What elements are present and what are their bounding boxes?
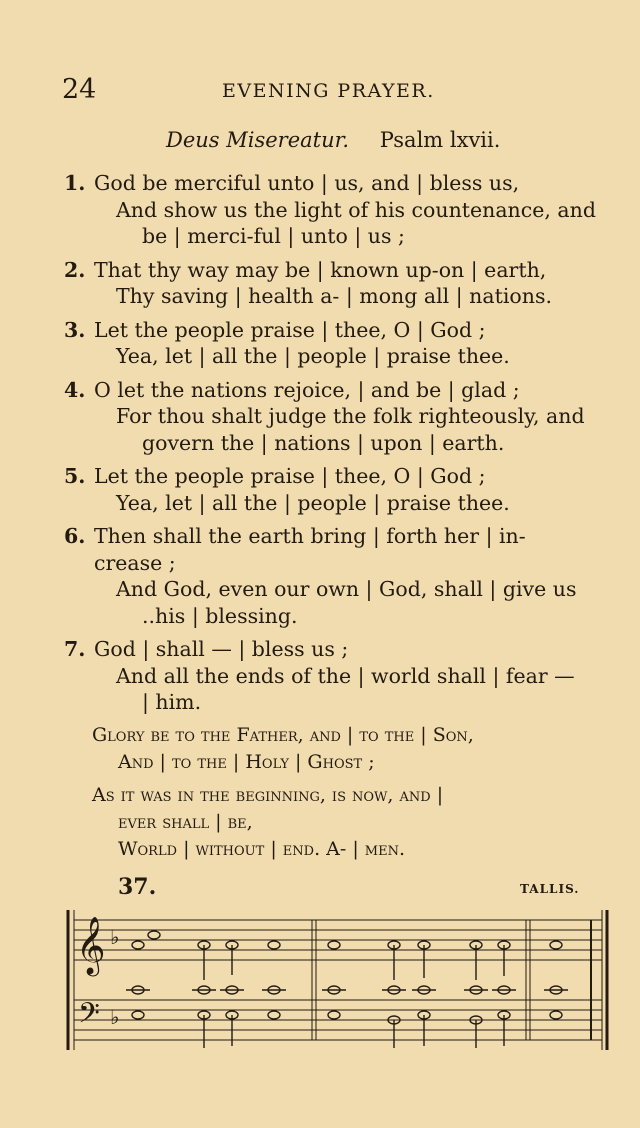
bass-clef-icon: 𝄢 [78, 997, 100, 1037]
treble-staff [74, 920, 602, 960]
verse-line: Let the people praise | thee, O | God ; [94, 464, 486, 488]
flat-icon: ♭ [110, 1005, 120, 1029]
tune-number: 37. [118, 874, 157, 900]
notes-upper [132, 931, 562, 980]
verse-line: And all the ends of the | world shall | fear — [116, 663, 575, 688]
verse [64, 257, 616, 310]
verse-line: Then shall the earth bring | forth her | in- [94, 524, 526, 548]
verse-line: ..his | blessing. [142, 603, 298, 628]
verse-number: 1. [64, 171, 86, 195]
verse-line: That thy way may be | known up-on | earth, [94, 257, 547, 282]
page-header [62, 74, 608, 108]
gloria-line: World | without | end. A- | men. [118, 838, 405, 860]
verse-line: | him. [142, 690, 202, 714]
verse-line: For thou shalt judge the folk righteously, and [116, 404, 585, 428]
gloria-line: And | to the | Holy | Ghost ; [118, 751, 375, 773]
verse [64, 377, 616, 457]
verse-line: crease ; [94, 550, 176, 575]
verse-number: 7. [64, 637, 86, 661]
verse-number: 2. [64, 257, 86, 282]
verse-line: God | shall — | bless us ; [94, 637, 349, 661]
verse-list [64, 170, 616, 723]
verse-line: And show us the light of his countenance, and [116, 197, 596, 222]
verse-line: God be merciful unto | us, and | bless us, [94, 171, 520, 195]
verse [64, 463, 616, 516]
verse-line: And God, even our own | God, shall | give us [116, 577, 577, 601]
verse-number: 4. [64, 377, 86, 402]
verse [64, 523, 616, 629]
verse-line: govern the | nations | upon | earth. [142, 430, 505, 455]
verse [64, 317, 616, 370]
verse-line: be | merci-ful | unto | us ; [142, 224, 405, 248]
gloria-line: As it was in the beginning, is now, and | [92, 784, 444, 806]
verse-line: Yea, let | all the | people | praise thee. [116, 490, 510, 515]
verse-number: 3. [64, 317, 86, 342]
treble-clef-icon: 𝄞 [76, 916, 106, 974]
verse-number: 5. [64, 464, 86, 488]
running-title: EVENING PRAYER. [222, 80, 435, 102]
canticle-title [166, 128, 500, 152]
canticle-latin-title: Deus Misereatur. [166, 128, 350, 152]
bass-staff [74, 1000, 602, 1040]
page-number: 24 [62, 74, 97, 105]
verse-line: Let the people praise | thee, O | God ; [94, 317, 486, 342]
gloria-patri [92, 722, 622, 869]
verse-number: 6. [64, 524, 86, 548]
verse [64, 636, 616, 716]
chant-score [64, 900, 612, 1070]
flat-icon: ♭ [110, 925, 120, 949]
notes-middle [126, 986, 568, 994]
gloria-line: Glory be to the Father, and | to the | Son, [92, 724, 474, 746]
verse-line: O let the nations rejoice, | and be | glad ; [94, 377, 520, 402]
verse [64, 170, 616, 250]
gloria-line: ever shall | be, [118, 811, 253, 833]
verse-line: Yea, let | all the | people | praise thee. [116, 344, 510, 368]
psalm-reference: Psalm lxvii. [379, 128, 501, 152]
tune-name: TALLIS. [520, 882, 580, 896]
verse-line: Thy saving | health a- | mong all | nations. [116, 284, 552, 308]
bar-lines [312, 920, 591, 1040]
